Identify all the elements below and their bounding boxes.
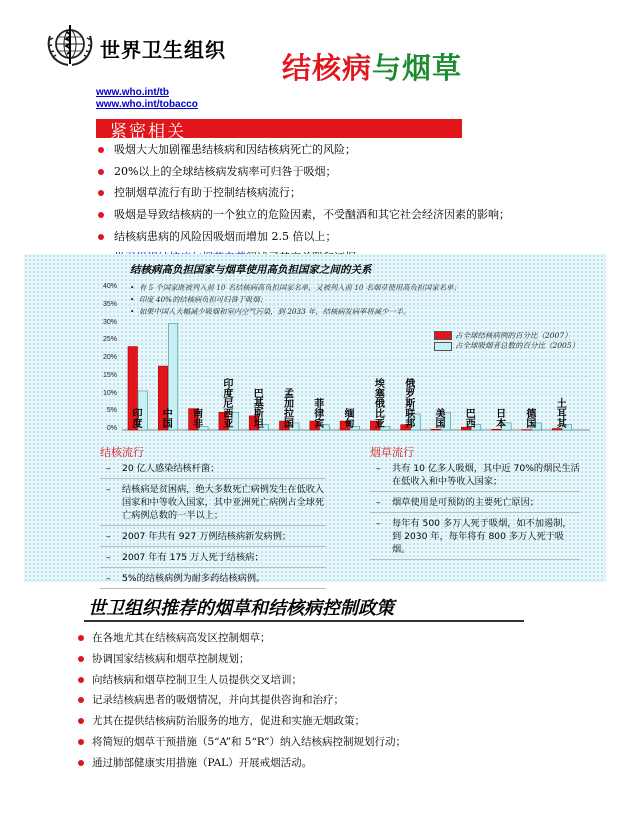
title-part-tobacco: 与烟草 — [372, 51, 463, 85]
link-who-tb[interactable]: www.who.int/tb — [96, 87, 169, 98]
list-item: – 共有 10 亿多人吸烟，其中近 70%的烟民生活在低收入和中等收入国家； — [370, 462, 580, 492]
legend-label-smokers: 占全球吸烟者总数的百分比（2005） — [455, 341, 580, 350]
bar-tb-cases — [522, 430, 532, 431]
list-item: 记录结核病患者的吸烟情况，并向其提供咨询和治疗； — [78, 693, 406, 714]
section-banner-title: 紧密相关 — [110, 122, 186, 142]
policy-title: 世卫组织推荐的烟草和结核病控制政策 — [88, 598, 394, 619]
bar-tb-cases — [552, 429, 562, 430]
legend-swatch-tb — [434, 331, 452, 340]
y-tick-label: 30% — [102, 318, 117, 326]
tb-epidemic-list — [100, 462, 326, 593]
chart-note-text: 有 5 个国家既被列入前 10 名结核病高负担国家名单，又被列入前 10 名烟草使用高负担国家名单； — [138, 283, 461, 292]
y-tick-label: 40% — [102, 283, 117, 290]
tobacco-epidemic-list — [370, 462, 580, 564]
list-item: 吸烟大大加剧罹患结核病和因结核病死亡的风险； — [96, 142, 510, 164]
title-part-tb: 结核病 — [282, 51, 373, 85]
x-tick-label: 日本 — [493, 408, 505, 428]
list-item: – 结核病是贫困病，绝大多数死亡病例发生在低收入国家和中等收入国家，其中亚洲死亡病例占全球死亡病例总数的一半以上； — [100, 483, 326, 526]
chart-note: • 如果中国人大幅减少吸烟和室内空气污染，到 2033 年，结核病发病率将减少一半。 — [130, 307, 411, 316]
list-item: 通过肺部健康实用措施（PAL）开展戒烟活动。 — [78, 756, 406, 777]
x-tick-label: 巴西 — [463, 408, 475, 428]
y-tick-label: 0% — [106, 425, 117, 432]
x-tick-label: 巴基斯坦 — [251, 388, 263, 428]
link-who-tobacco[interactable]: www.who.int/tobacco — [96, 99, 198, 110]
list-item: 在各地尤其在结核病高发区控制烟草； — [78, 631, 406, 652]
x-tick-label: 孟加拉国 — [281, 388, 293, 428]
list-item: 将简短的烟草干预措施（5“A”和 5“R”）纳入结核病控制规划行动； — [78, 735, 406, 756]
chart-note-text: 印度 40%的结核病负担可归咎于吸烟； — [138, 295, 267, 304]
policy-list — [78, 631, 406, 777]
org-name: 世界卫生组织 — [100, 38, 226, 62]
x-tick-label: 德国 — [523, 408, 535, 428]
list-item: 20%以上的全球结核病发病率可归咎于吸烟； — [96, 164, 510, 186]
y-tick-label: 20% — [102, 354, 117, 361]
list-item: 向结核病和烟草控制卫生人员提供交叉培训； — [78, 673, 406, 694]
chart-note: • 印度 40%的结核病负担可归咎于吸烟； — [130, 295, 267, 304]
policy-divider — [84, 620, 524, 622]
x-tick-label: 俄罗斯联邦 — [402, 378, 414, 428]
legend-swatch-smokers — [434, 342, 452, 351]
x-tick-label: 菲律宾 — [311, 398, 323, 428]
y-tick-label: 15% — [102, 371, 117, 379]
list-item: – 每年有 500 多万人死于吸烟，如不加遏制，到 2030 年，每年将有 800 多万人死于吸烟。 — [370, 517, 580, 560]
y-tick-label: 25% — [102, 336, 117, 344]
tobacco-epidemic-heading: 烟草流行 — [370, 446, 414, 459]
list-item: – 5%的结核病例为耐多药结核病例。 — [100, 572, 326, 589]
list-item: 尤其在提供结核病防治服务的地方，促进和实施无烟政策； — [78, 714, 406, 735]
y-tick-label: 10% — [102, 389, 117, 397]
chart-title: 结核病高负担国家与烟草使用高负担国家之间的关系 — [130, 264, 372, 276]
chart-note: • 有 5 个国家既被列入前 10 名结核病高负担国家名单，又被列入前 10 名烟草使用高负担国家名单； — [130, 283, 461, 292]
list-item: 吸烟是导致结核病的一个独立的危险因素，不受酗酒和其它社会经济因素的影响； — [96, 207, 510, 229]
x-tick-label: 美国 — [433, 408, 444, 428]
x-tick-label: 埃塞俄比亚 — [372, 378, 384, 428]
bar-tb-cases — [431, 429, 441, 430]
list-item: – 2007 年共有 927 万例结核病新发病例； — [100, 530, 326, 547]
x-tick-label: 土耳其 — [554, 398, 566, 428]
y-tick-label: 35% — [102, 300, 117, 308]
tb-epidemic-heading: 结核流行 — [100, 446, 144, 459]
bar-tb-cases — [492, 429, 502, 430]
legend-label-tb: 占全球结核病例的百分比（2007） — [455, 331, 572, 340]
list-item: 协调国家结核病和烟草控制规划； — [78, 652, 406, 673]
x-tick-label: 缅甸 — [342, 408, 354, 428]
x-tick-label: 南非 — [190, 408, 202, 428]
list-item: 控制烟草流行有助于控制结核病流行； — [96, 185, 510, 207]
x-tick-label: 中国 — [160, 408, 172, 428]
list-item: – 2007 年有 175 万人死于结核病； — [100, 551, 326, 568]
list-item: – 烟草使用是可预防的主要死亡原因； — [370, 496, 580, 513]
x-tick-label: 印度尼西亚 — [220, 378, 232, 428]
chart-note-text: 如果中国人大幅减少吸烟和室内空气污染，到 2033 年，结核病发病率将减少一半。 — [138, 307, 411, 316]
x-tick-label: 印度 — [130, 408, 141, 428]
y-tick-label: 5% — [106, 407, 117, 415]
list-item: 结核病患病的风险因吸烟而增加 2.5 倍以上； — [96, 229, 510, 251]
list-item: – 20 亿人感染结核杆菌； — [100, 462, 326, 479]
